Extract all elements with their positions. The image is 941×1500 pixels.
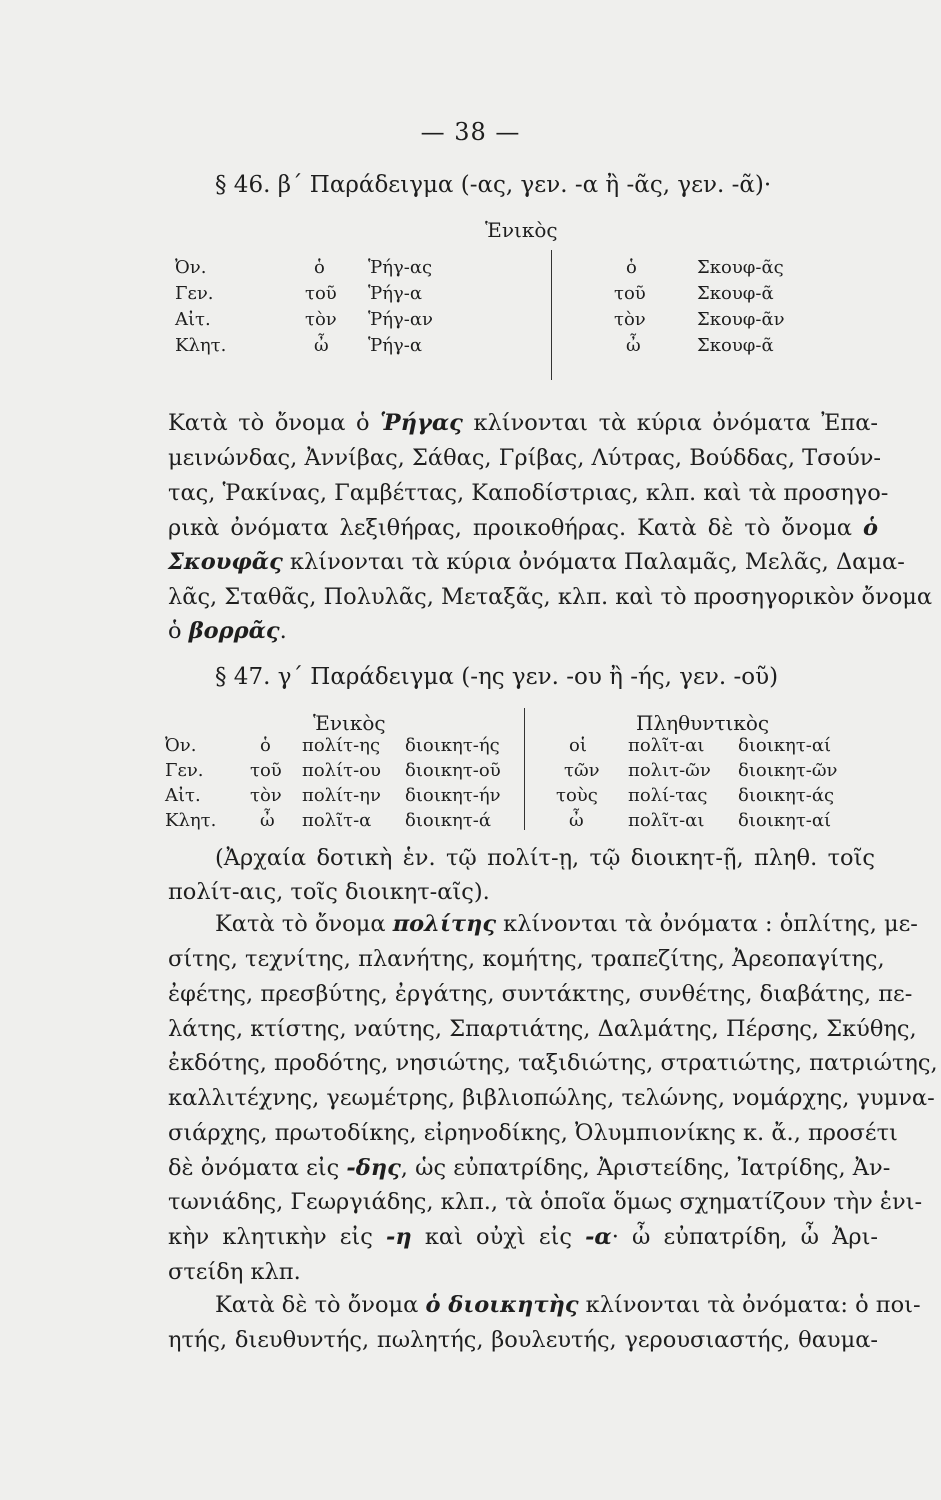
emphasis: πολίτης xyxy=(392,911,497,937)
article: τοῦ xyxy=(614,283,646,304)
case-label: Αἰτ. xyxy=(165,785,201,806)
text-line: δὲ ὀνόματα εἰς -δης, ὡς εὐπατρίδης, Ἀριστείδης, Ἰατρίδης, Ἀν- xyxy=(168,1155,891,1181)
noun-form: διοικητ-άς xyxy=(738,785,835,806)
noun-form: πολί-τας xyxy=(628,785,708,806)
noun-form: Σκουφ-ᾶν xyxy=(697,309,785,330)
emphasis: ὁ xyxy=(862,515,878,541)
article: ὁ xyxy=(626,257,637,278)
noun-form: Ῥήγ-ας xyxy=(368,257,433,278)
text-line: ρικὰ ὀνόματα λεξιθήρας, προικοθήρας. Κατὰ δὲ τὸ ὄνομα ὁ xyxy=(168,515,878,541)
text-line: σίτης, τεχνίτης, πλανήτης, κομήτης, τραπεζίτης, Ἀρεοπαγίτης, xyxy=(168,946,885,972)
case-label: Κλητ. xyxy=(165,810,217,831)
noun-form: Ῥήγ-αν xyxy=(368,309,433,330)
text-line: ὁ βορρᾶς. xyxy=(168,618,287,644)
section-46-title: § 46. β΄ Παράδειγμα (-ας, γεν. -α ἢ -ᾶς, γεν. -ᾶ)· xyxy=(215,172,772,198)
text-line: στείδη κλπ. xyxy=(168,1259,301,1285)
noun-form: πολίτ-ης xyxy=(302,735,381,756)
column-divider xyxy=(551,250,552,380)
noun-form: διοικητ-ά xyxy=(405,810,492,831)
noun-form: διοικητ-οῦ xyxy=(405,760,501,781)
emphasis: Σκουφᾶς xyxy=(168,549,283,575)
text-line: καλλιτέχνης, γεωμέτρης, βιβλιοπώλης, τελώνης, νομάρχης, γυμνα- xyxy=(168,1085,935,1111)
article: ὦ xyxy=(569,810,584,831)
article: τὸν xyxy=(250,785,282,806)
text-line: σιάρχης, πρωτοδίκης, εἰρηνοδίκης, Ὀλυμπιονίκης κ. ἄ., προσέτι xyxy=(168,1120,898,1146)
noun-form: διοικητ-ής xyxy=(405,735,500,756)
noun-form: πολῖτ-α xyxy=(302,810,372,831)
article: ὦ xyxy=(314,335,329,356)
text-line: κὴν κλητικὴν εἰς -η καὶ οὐχὶ εἰς -α· ὦ εὐπατρίδη, ὦ Ἀρι- xyxy=(168,1224,878,1250)
text-line: ητής, διευθυντής, πωλητής, βουλευτής, γερουσιαστής, θαυμα- xyxy=(168,1327,878,1353)
article: ὁ xyxy=(260,735,271,756)
column-divider xyxy=(524,708,525,830)
article: τοῦ xyxy=(250,760,282,781)
text-line: μεινώνδας, Ἀννίβας, Σάθας, Γρίβας, Λύτρας, Βούδδας, Τσούν- xyxy=(168,445,882,471)
header-singular: Ἑνικὸς xyxy=(313,711,386,735)
case-label: Ὀν. xyxy=(175,257,207,278)
noun-form: πολίτ-ου xyxy=(302,760,381,781)
text-line: λάτης, κτίστης, ναύτης, Σπαρτιάτης, Δαλμάτης, Πέρσης, Σκύθης, xyxy=(168,1016,917,1042)
section-47-title: § 47. γ΄ Παράδειγμα (-ης γεν. -ου ἢ -ής, γεν. -οῦ) xyxy=(215,664,779,690)
article: ὦ xyxy=(260,810,275,831)
noun-form: πολῖτ-αι xyxy=(628,735,705,756)
article: τὸν xyxy=(305,309,337,330)
text-line: Σκουφᾶς κλίνονται τὰ κύρια ὀνόματα Παλαμᾶς, Μελᾶς, Δαμα- xyxy=(168,549,905,575)
section-46-header: Ἑνικὸς xyxy=(485,218,558,242)
noun-form: πολῖτ-αι xyxy=(628,810,705,831)
page-number: — 38 — xyxy=(420,118,521,146)
text-line: πολίτ-αις, τοῖς διοικητ-αῖς). xyxy=(168,879,490,905)
noun-form: διοικητ-αί xyxy=(738,735,832,756)
noun-form: Σκουφ-ᾶ xyxy=(697,283,774,304)
noun-form: διοικητ-ῶν xyxy=(738,760,838,781)
text-line: (Ἀρχαία δοτικὴ ἑν. τῷ πολίτ-ῃ, τῷ διοικητ-ῇ, πληθ. τοῖς xyxy=(215,845,875,871)
article: τοὺς xyxy=(556,785,598,806)
text-line: τας, Ῥακίνας, Γαμβέττας, Καποδίστριας, κλπ. καὶ τὰ προσηγο- xyxy=(168,480,889,506)
emphasis: Ῥήγας xyxy=(380,410,463,436)
text-line: Κατὰ τὸ ὄνομα πολίτης κλίνονται τὰ ὀνόματα : ὁπλίτης, με- xyxy=(215,911,918,937)
text-line: Κατὰ τὸ ὄνομα ὁ Ῥήγας κλίνονται τὰ κύρια ὀνόματα Ἐπα- xyxy=(168,410,878,436)
noun-form: Ῥήγ-α xyxy=(368,283,422,304)
article: ὁ xyxy=(314,257,325,278)
noun-form: διοικητ-ήν xyxy=(405,785,501,806)
noun-form: Σκουφ-ᾶ xyxy=(697,335,774,356)
noun-form: διοικητ-αί xyxy=(738,810,832,831)
article: τὸν xyxy=(614,309,646,330)
text-line: Κατὰ δὲ τὸ ὄνομα ὁ διοικητὴς κλίνονται τὰ ὀνόματα: ὁ ποι- xyxy=(215,1292,921,1318)
case-label: Κλητ. xyxy=(175,335,227,356)
case-label: Αἰτ. xyxy=(175,309,211,330)
emphasis: -η xyxy=(386,1224,412,1250)
article: οἱ xyxy=(569,735,587,756)
emphasis: -α xyxy=(585,1224,612,1250)
case-label: Ὀν. xyxy=(165,735,197,756)
text-line: τωνιάδης, Γεωργιάδης, κλπ., τὰ ὁποῖα ὅμως σχηματίζουν τὴν ἑνι- xyxy=(168,1189,923,1215)
article: τοῦ xyxy=(305,283,337,304)
noun-form: πολιτ-ῶν xyxy=(628,760,711,781)
text-line: ἐκδότης, προδότης, νησιώτης, ταξιδιώτης, στρατιώτης, πατριώτης, xyxy=(168,1050,938,1076)
text-line: λᾶς, Σταθᾶς, Πολυλᾶς, Μεταξᾶς, κλπ. καὶ τὸ προσηγορικὸν ὄνομα xyxy=(168,584,933,610)
text-line: ἐφέτης, πρεσβύτης, ἐργάτης, συντάκτης, συνθέτης, διαβάτης, πε- xyxy=(168,981,913,1007)
article: τῶν xyxy=(564,760,600,781)
emphasis: βορρᾶς xyxy=(188,618,280,644)
article: ὦ xyxy=(626,335,641,356)
emphasis: -δης xyxy=(346,1155,401,1181)
noun-form: Ῥήγ-α xyxy=(368,335,422,356)
noun-form: Σκουφ-ᾶς xyxy=(697,257,784,278)
header-plural: Πληθυντικὸς xyxy=(636,711,770,735)
emphasis: ὁ διοικητὴς xyxy=(425,1292,579,1318)
case-label: Γεν. xyxy=(175,283,214,304)
case-label: Γεν. xyxy=(165,760,204,781)
noun-form: πολίτ-ην xyxy=(302,785,381,806)
